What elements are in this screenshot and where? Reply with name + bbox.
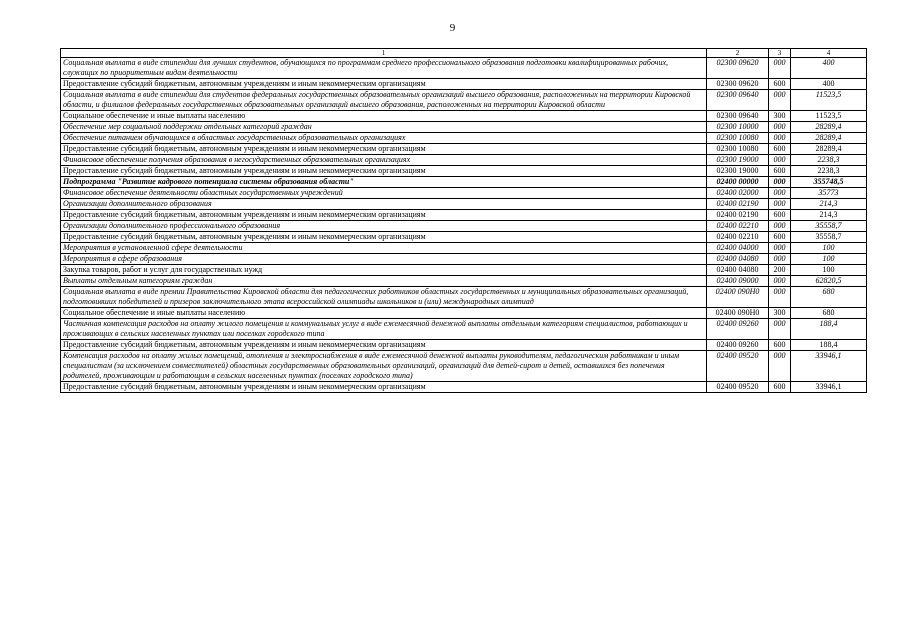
row-code: 02400 02210	[707, 221, 769, 232]
row-name: Выплаты отдельным категориям граждан	[61, 276, 707, 287]
row-vr: 000	[769, 155, 791, 166]
table-row	[61, 276, 867, 287]
row-code: 02300 09640	[707, 111, 769, 122]
row-vr: 000	[769, 122, 791, 133]
row-name: Частичная компенсация расходов на оплату жилого помещения и коммунальных услуг в виде ежемесячной денежной выплаты отдельным категориям специалистов, работающих и проживающих в сельских населенных пунктах или поселках городского типа	[61, 319, 707, 340]
table-row	[61, 232, 867, 243]
header-col-3: 3	[769, 49, 791, 58]
row-name: Обеспечение питанием обучающихся в областных государственных образовательных организациях	[61, 133, 707, 144]
row-code: 02300 09620	[707, 58, 769, 79]
row-name: Организации дополнительного профессионального образования	[61, 221, 707, 232]
row-sum: 188,4	[791, 340, 867, 351]
row-code: 02400 09520	[707, 382, 769, 393]
row-code: 02400 090Н0	[707, 308, 769, 319]
row-sum: 11523,5	[791, 111, 867, 122]
row-vr: 600	[769, 232, 791, 243]
row-sum: 680	[791, 287, 867, 308]
budget-table	[60, 48, 867, 393]
row-code: 02300 10080	[707, 133, 769, 144]
row-name: Предоставление субсидий бюджетным, автономным учреждениям и иным некоммерческим организациям	[61, 232, 707, 243]
table-row	[61, 265, 867, 276]
row-name: Подпрограмма "Развитие кадрового потенциала системы образования области"	[61, 177, 707, 188]
row-sum: 100	[791, 254, 867, 265]
row-vr: 200	[769, 265, 791, 276]
row-vr: 600	[769, 166, 791, 177]
table-header-row	[61, 49, 867, 58]
table-row	[61, 221, 867, 232]
row-sum: 100	[791, 243, 867, 254]
row-sum: 35773	[791, 188, 867, 199]
header-col-2: 2	[707, 49, 769, 58]
row-name: Мероприятия в установленной сфере деятельности	[61, 243, 707, 254]
table-row	[61, 243, 867, 254]
row-sum: 680	[791, 308, 867, 319]
row-code: 02300 09620	[707, 79, 769, 90]
row-name: Предоставление субсидий бюджетным, автономным учреждениям и иным некоммерческим организациям	[61, 210, 707, 221]
row-sum: 33946,1	[791, 351, 867, 382]
row-code: 02300 09640	[707, 90, 769, 111]
table-row	[61, 122, 867, 133]
table-row	[61, 177, 867, 188]
table-row	[61, 199, 867, 210]
row-vr: 000	[769, 133, 791, 144]
row-name: Предоставление субсидий бюджетным, автономным учреждениям и иным некоммерческим организациям	[61, 79, 707, 90]
row-sum: 28289,4	[791, 122, 867, 133]
row-code: 02400 02190	[707, 210, 769, 221]
row-name: Закупка товаров, работ и услуг для государственных нужд	[61, 265, 707, 276]
table-row	[61, 340, 867, 351]
row-name: Предоставление субсидий бюджетным, автономным учреждениям и иным некоммерческим организациям	[61, 144, 707, 155]
row-code: 02400 09520	[707, 351, 769, 382]
row-code: 02400 09260	[707, 340, 769, 351]
row-sum: 400	[791, 58, 867, 79]
row-name: Финансовое обеспечение деятельности областных государственных учреждений	[61, 188, 707, 199]
row-name: Социальная выплата в виде стипендии для лучших студентов, обучающихся по программам среднего профессионального образования подготовки квалифицированных рабочих, служащих по приоритетным видам деятельности	[61, 58, 707, 79]
table-row	[61, 166, 867, 177]
row-sum: 62820,5	[791, 276, 867, 287]
row-sum: 28289,4	[791, 144, 867, 155]
row-sum: 400	[791, 79, 867, 90]
row-name: Компенсация расходов на оплату жилых помещений, отопления и электроснабжения в виде ежемесячной денежной выплаты руководителям, педагогическим работникам и иным специалистам (за исключением совместителей) областных государственных образовательных организаций, организаций для детей-сирот и детей, оставшихся без попечения родителей, проживающим и работающим в сельских населенных пунктах (поселках городского типа)	[61, 351, 707, 382]
row-code: 02300 10080	[707, 144, 769, 155]
row-code: 02300 19000	[707, 155, 769, 166]
page-number: 9	[449, 22, 456, 34]
row-name: Финансовое обеспечение получения образования в негосударственных образовательных организациях	[61, 155, 707, 166]
row-sum: 33946,1	[791, 382, 867, 393]
row-name: Мероприятия в сфере образования	[61, 254, 707, 265]
row-sum: 214,3	[791, 199, 867, 210]
row-name: Предоставление субсидий бюджетным, автономным учреждениям и иным некоммерческим организациям	[61, 340, 707, 351]
table-row	[61, 79, 867, 90]
row-name: Обеспечение мер социальной поддержки отдельных категорий граждан	[61, 122, 707, 133]
row-name: Социальная выплата в виде стипендии для студентов федеральных государственных образовательных организаций высшего образования, расположенных на территории Кировской области, и филиалов федеральных государственных образовательных организаций высшего образования, расположенных на территории Кировской области	[61, 90, 707, 111]
row-name: Социальное обеспечение и иные выплаты населению	[61, 308, 707, 319]
row-code: 02400 090Н0	[707, 287, 769, 308]
row-name: Предоставление субсидий бюджетным, автономным учреждениям и иным некоммерческим организациям	[61, 382, 707, 393]
row-code: 02300 19000	[707, 166, 769, 177]
table-row	[61, 133, 867, 144]
table-row	[61, 58, 867, 79]
row-name: Социальное обеспечение и иные выплаты населению	[61, 111, 707, 122]
row-code: 02400 09260	[707, 319, 769, 340]
row-sum: 355748,5	[791, 177, 867, 188]
row-vr: 000	[769, 177, 791, 188]
table-row	[61, 90, 867, 111]
row-code: 02400 04080	[707, 254, 769, 265]
header-col-4: 4	[791, 49, 867, 58]
row-sum: 35558,7	[791, 232, 867, 243]
row-vr: 000	[769, 199, 791, 210]
row-vr: 000	[769, 58, 791, 79]
row-vr: 600	[769, 340, 791, 351]
row-code: 02400 00000	[707, 177, 769, 188]
table-row	[61, 188, 867, 199]
row-vr: 000	[769, 351, 791, 382]
row-vr: 300	[769, 111, 791, 122]
row-vr: 000	[769, 287, 791, 308]
table-row	[61, 144, 867, 155]
row-sum: 2238,3	[791, 166, 867, 177]
table-row	[61, 254, 867, 265]
table-row	[61, 308, 867, 319]
row-vr: 600	[769, 382, 791, 393]
row-code: 02400 02210	[707, 232, 769, 243]
row-vr: 000	[769, 276, 791, 287]
header-col-1: 1	[61, 49, 707, 58]
row-name: Организации дополнительного образования	[61, 199, 707, 210]
table-row	[61, 382, 867, 393]
table-row	[61, 319, 867, 340]
row-vr: 000	[769, 254, 791, 265]
row-vr: 000	[769, 90, 791, 111]
row-name: Предоставление субсидий бюджетным, автономным учреждениям и иным некоммерческим организациям	[61, 166, 707, 177]
row-sum: 2238,3	[791, 155, 867, 166]
table-row	[61, 111, 867, 122]
row-sum: 11523,5	[791, 90, 867, 111]
row-code: 02400 02190	[707, 199, 769, 210]
row-vr: 600	[769, 144, 791, 155]
row-vr: 300	[769, 308, 791, 319]
row-code: 02400 04080	[707, 265, 769, 276]
row-vr: 600	[769, 79, 791, 90]
table-row	[61, 351, 867, 382]
table-row	[61, 155, 867, 166]
row-sum: 35558,7	[791, 221, 867, 232]
row-sum: 100	[791, 265, 867, 276]
row-code: 02300 10000	[707, 122, 769, 133]
row-vr: 000	[769, 188, 791, 199]
row-vr: 600	[769, 210, 791, 221]
row-vr: 000	[769, 319, 791, 340]
row-vr: 000	[769, 221, 791, 232]
table-row	[61, 210, 867, 221]
row-vr: 000	[769, 243, 791, 254]
row-code: 02400 04000	[707, 243, 769, 254]
row-name: Социальная выплата в виде премии Правительства Кировской области для педагогических работников областных государственных и муниципальных образовательных организаций, подготовивших победителей и призеров заключительного этапа всероссийской олимпиады школьников и (или) международных олимпиад	[61, 287, 707, 308]
row-sum: 214,3	[791, 210, 867, 221]
row-sum: 28289,4	[791, 133, 867, 144]
row-code: 02400 02000	[707, 188, 769, 199]
row-sum: 188,4	[791, 319, 867, 340]
table-row	[61, 287, 867, 308]
row-code: 02400 09000	[707, 276, 769, 287]
